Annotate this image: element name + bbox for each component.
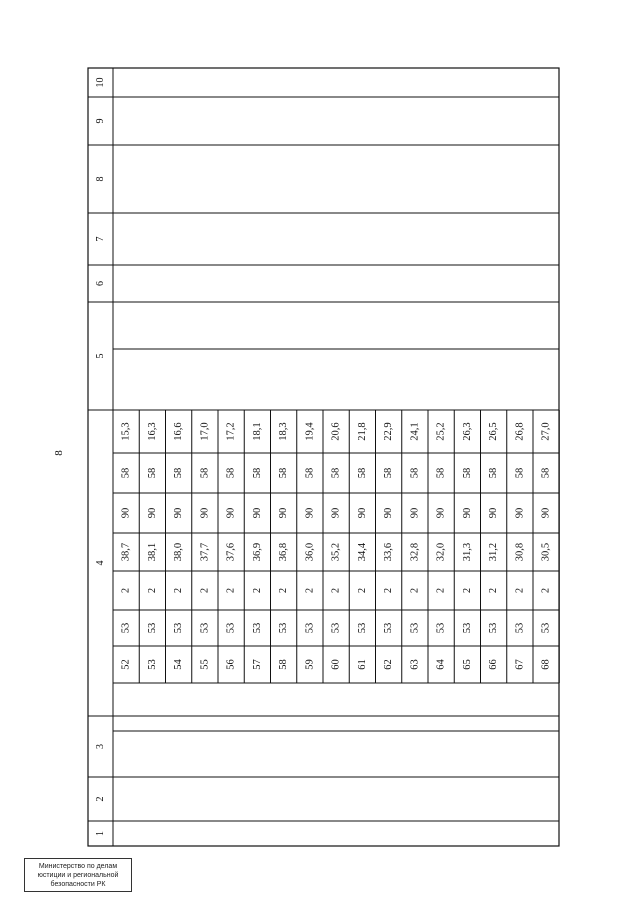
table-cell: 53: [146, 622, 158, 634]
table-cell: 67: [514, 659, 526, 670]
table-cell: 30,8: [514, 542, 526, 562]
column-number-5: 5: [95, 353, 106, 359]
table-cell: 90: [540, 507, 552, 519]
table-cell: 90: [356, 507, 368, 519]
table-cell: 30,5: [540, 542, 552, 562]
column-number-7: 7: [95, 236, 106, 242]
table-cell: 25,2: [435, 422, 447, 441]
table-cell: 36,9: [251, 542, 263, 562]
table-cell: 90: [330, 507, 342, 519]
table-cell: 63: [409, 659, 421, 670]
table-cell: 16,6: [173, 422, 185, 441]
table-cell: 38,0: [173, 542, 185, 562]
table-cell: 27,0: [540, 422, 552, 441]
table-cell: 58: [120, 467, 132, 479]
table-cell: 58: [540, 467, 552, 479]
table-cell: 53: [514, 622, 526, 634]
table-cell: 58: [409, 467, 421, 479]
table-cell: 38,7: [120, 542, 132, 562]
table-cell: 21,8: [356, 422, 368, 441]
column-number-10: 10: [95, 77, 106, 88]
table-cell: 58: [199, 467, 211, 479]
table-cell: 37,7: [199, 542, 211, 562]
table-cell: 55: [199, 659, 211, 670]
table-cell: 2: [304, 587, 316, 594]
table-cell: 53: [120, 622, 132, 634]
table-cell: 15,3: [120, 422, 132, 441]
table-cell: 2: [173, 587, 185, 594]
page-number: 8: [53, 450, 65, 456]
table-cell: 90: [488, 507, 500, 519]
table-cell: 26,5: [488, 422, 500, 441]
table-cell: 53: [540, 622, 552, 634]
table-cell: 22,9: [383, 422, 395, 441]
table-cell: 2: [461, 587, 473, 594]
table-cell: 53: [146, 659, 158, 670]
table-cell: 18,1: [251, 422, 263, 441]
table-cell: 24,1: [409, 422, 421, 441]
table-cell: 58: [514, 467, 526, 479]
table-cell: 26,3: [461, 422, 473, 441]
table-cell: 90: [146, 507, 158, 519]
table-cell: 53: [278, 622, 290, 634]
column-number-6: 6: [95, 281, 106, 286]
table-cell: 90: [514, 507, 526, 519]
table-cell: 19,4: [304, 422, 316, 441]
table-cell: 31,2: [488, 542, 500, 562]
column-number-9: 9: [95, 118, 106, 124]
column-number-2: 2: [95, 796, 106, 802]
table-cell: 53: [304, 622, 316, 634]
table-cell: 60: [330, 659, 342, 670]
table-cell: 90: [199, 507, 211, 519]
table-cell: 64: [435, 659, 447, 670]
table-cell: 32,0: [435, 542, 447, 562]
table-cell: 54: [173, 659, 185, 670]
table-cell: 58: [278, 467, 290, 479]
table-cell: 2: [199, 587, 211, 594]
table-cell: 58: [225, 467, 237, 479]
table-cell: 66: [488, 659, 500, 670]
table-cell: 90: [435, 507, 447, 519]
table-cell: 90: [251, 507, 263, 519]
table-cell: 52: [120, 659, 132, 670]
table-cell: 31,3: [461, 542, 473, 562]
table-cell: 90: [225, 507, 237, 519]
table-cell: 2: [383, 587, 395, 594]
table-cell: 53: [383, 622, 395, 634]
table-cell: 2: [278, 587, 290, 594]
table-cell: 58: [146, 467, 158, 479]
table-cell: 58: [356, 467, 368, 479]
table-cell: 90: [173, 507, 185, 519]
ministry-stamp: [24, 858, 132, 892]
table-cell: 33,6: [383, 542, 395, 562]
table-cell: 62: [383, 659, 395, 670]
table-cell: 57: [251, 659, 263, 670]
table-cell: 58: [278, 659, 290, 670]
table-cell: 53: [409, 622, 421, 634]
table-cell: 20,6: [330, 422, 342, 441]
table-cell: 53: [461, 622, 473, 634]
column-number-8: 8: [95, 176, 106, 182]
table-cell: 2: [146, 587, 158, 594]
table-cell: 36,8: [278, 542, 290, 562]
table-cell: 16,3: [146, 422, 158, 441]
table-cell: 2: [251, 587, 263, 594]
table-cell: 17,2: [225, 422, 237, 441]
table-cell: 53: [330, 622, 342, 634]
table-cell: 53: [356, 622, 368, 634]
table-cell: 2: [356, 587, 368, 594]
table-cell: 37,6: [225, 542, 237, 562]
table-cell: 2: [409, 587, 421, 594]
table-cell: 17,0: [199, 422, 211, 441]
table-cell: 34,4: [356, 542, 368, 562]
column-number-1: 1: [95, 831, 106, 836]
table-cell: 2: [120, 587, 132, 594]
table-cell: 90: [304, 507, 316, 519]
table-cell: 90: [461, 507, 473, 519]
table-cell: 36,0: [304, 542, 316, 562]
table-cell: 90: [409, 507, 421, 519]
table-cell: 38,1: [146, 542, 158, 562]
table-cell: 56: [225, 659, 237, 670]
table-cell: 53: [199, 622, 211, 634]
table-cell: 58: [435, 467, 447, 479]
column-number-3: 3: [95, 744, 106, 749]
table-cell: 68: [540, 659, 552, 670]
table-cell: 58: [488, 467, 500, 479]
table-cell: 26,8: [514, 422, 526, 441]
table-cell: 53: [488, 622, 500, 634]
table-cell: 90: [278, 507, 290, 519]
table-cell: 58: [383, 467, 395, 479]
table-cell: 58: [304, 467, 316, 479]
table-cell: 61: [356, 659, 368, 670]
table-cell: 90: [383, 507, 395, 519]
table-cell: 2: [330, 587, 342, 594]
table-cell: 58: [251, 467, 263, 479]
stamp-line-3: безопасности РК: [50, 881, 106, 888]
table-cell: 35,2: [330, 542, 342, 562]
table-cell: 90: [120, 507, 132, 519]
table-cell: 2: [435, 587, 447, 594]
table-cell: 32,8: [409, 542, 421, 562]
stamp-line-2: юстиции и региональной: [37, 872, 119, 879]
table-cell: 58: [173, 467, 185, 479]
table-cell: 53: [251, 622, 263, 634]
stamp-line-1: Министерство по делам: [38, 863, 118, 870]
column-number-4: 4: [95, 560, 106, 566]
table-cell: 53: [173, 622, 185, 634]
table-cell: 58: [330, 467, 342, 479]
table-cell: 2: [540, 587, 552, 594]
table-cell: 59: [304, 659, 316, 670]
table-cell: 58: [461, 467, 473, 479]
table-cell: 53: [435, 622, 447, 634]
table-cell: 2: [488, 587, 500, 594]
table-cell: 2: [225, 587, 237, 594]
table-cell: 53: [225, 622, 237, 634]
table-cell: 18,3: [278, 422, 290, 441]
table-cell: 2: [514, 587, 526, 594]
table-cell: 65: [461, 659, 473, 670]
